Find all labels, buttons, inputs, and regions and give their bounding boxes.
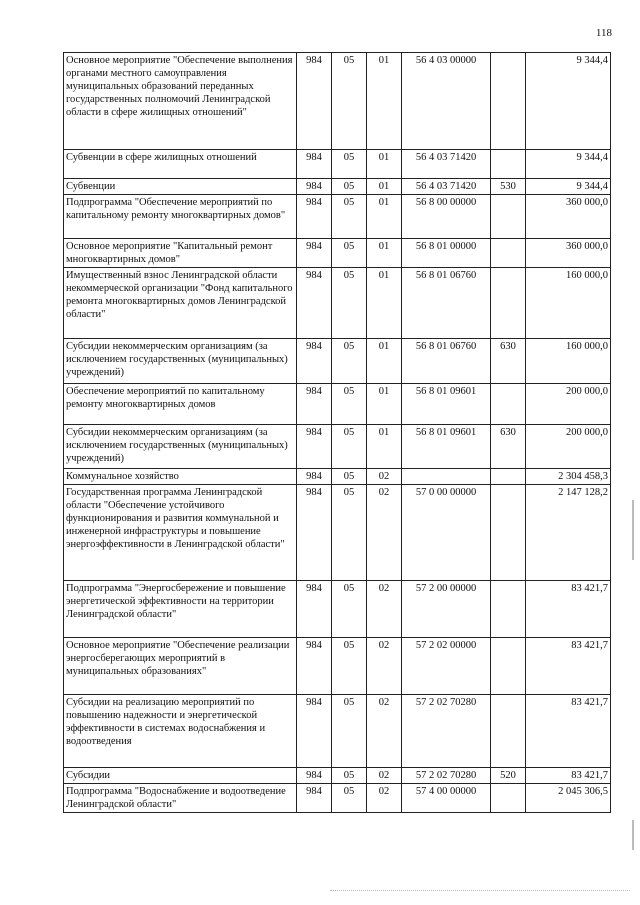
row-gr-cell: 984 [297, 425, 332, 469]
table-row [64, 179, 611, 195]
row-sum-cell: 9 344,4 [526, 53, 611, 150]
row-pr-cell: 01 [367, 239, 402, 268]
row-name-cell: Имущественный взнос Ленинградской области некоммерческой организации "Фонд капитального ремонта многоквартирных домов Ленинградской области" [64, 268, 297, 339]
row-pr-cell: 01 [367, 384, 402, 425]
row-vr-cell [491, 268, 526, 339]
row-pr-cell: 02 [367, 638, 402, 695]
row-name-cell: Субсидии [64, 768, 297, 784]
row-article-cell: 56 4 03 71420 [402, 150, 491, 179]
row-sum-cell: 360 000,0 [526, 195, 611, 239]
row-article-cell [402, 469, 491, 485]
row-sum-cell: 2 304 458,3 [526, 469, 611, 485]
table-row [64, 695, 611, 768]
row-sum-cell: 83 421,7 [526, 695, 611, 768]
row-vr-cell: 630 [491, 425, 526, 469]
row-rz-cell: 05 [332, 638, 367, 695]
scan-edge-mark [632, 820, 634, 850]
row-sum-cell: 200 000,0 [526, 384, 611, 425]
row-article-cell: 56 8 01 09601 [402, 425, 491, 469]
row-sum-cell: 9 344,4 [526, 150, 611, 179]
row-vr-cell [491, 485, 526, 581]
row-name-cell: Основное мероприятие "Капитальный ремонт многоквартирных домов" [64, 239, 297, 268]
row-rz-cell: 05 [332, 485, 367, 581]
row-article-cell: 56 8 01 09601 [402, 384, 491, 425]
row-rz-cell: 05 [332, 469, 367, 485]
row-rz-cell: 05 [332, 179, 367, 195]
table-row [64, 339, 611, 384]
row-name-cell: Подпрограмма "Водоснабжение и водоотведение Ленинградской области" [64, 784, 297, 813]
row-rz-cell: 05 [332, 53, 367, 150]
row-name-cell: Государственная программа Ленинградской области "Обеспечение устойчивого функционирования и развития коммунальной и инженерной инфраструктуры и повышение энергоэффективности в Ленинградской области" [64, 485, 297, 581]
table-row [64, 485, 611, 581]
row-gr-cell: 984 [297, 469, 332, 485]
row-vr-cell [491, 53, 526, 150]
scan-edge-mark [632, 500, 634, 560]
row-sum-cell: 2 045 306,5 [526, 784, 611, 813]
table-row [64, 784, 611, 813]
row-gr-cell: 984 [297, 384, 332, 425]
row-gr-cell: 984 [297, 581, 332, 638]
row-gr-cell: 984 [297, 150, 332, 179]
row-name-cell: Основное мероприятие "Обеспечение реализации энергосберегающих мероприятий в муниципальных образованиях" [64, 638, 297, 695]
row-article-cell: 56 8 01 06760 [402, 339, 491, 384]
row-name-cell: Обеспечение мероприятий по капитальному ремонту многоквартирных домов [64, 384, 297, 425]
row-pr-cell: 02 [367, 469, 402, 485]
row-name-cell: Подпрограмма "Энергосбережение и повышение энергетической эффективности на территории Ленинградской области" [64, 581, 297, 638]
row-pr-cell: 02 [367, 695, 402, 768]
row-pr-cell: 01 [367, 268, 402, 339]
row-name-cell: Коммунальное хозяйство [64, 469, 297, 485]
row-article-cell: 57 2 02 70280 [402, 768, 491, 784]
table-row [64, 239, 611, 268]
row-sum-cell: 83 421,7 [526, 768, 611, 784]
row-name-cell: Основное мероприятие "Обеспечение выполнения органами местного самоуправления муниципальных образований переданных государственных полномочий Ленинградской области в сфере жилищных отношений" [64, 53, 297, 150]
table-row [64, 581, 611, 638]
table-row [64, 384, 611, 425]
row-pr-cell: 01 [367, 339, 402, 384]
table-row [64, 425, 611, 469]
row-name-cell: Субвенции в сфере жилищных отношений [64, 150, 297, 179]
row-article-cell: 57 2 02 00000 [402, 638, 491, 695]
row-rz-cell: 05 [332, 339, 367, 384]
row-vr-cell [491, 695, 526, 768]
row-sum-cell: 83 421,7 [526, 581, 611, 638]
table-row [64, 268, 611, 339]
row-article-cell: 56 8 01 06760 [402, 268, 491, 339]
row-sum-cell: 83 421,7 [526, 638, 611, 695]
row-pr-cell: 01 [367, 179, 402, 195]
row-name-cell: Субвенции [64, 179, 297, 195]
table-row [64, 195, 611, 239]
table-row [64, 768, 611, 784]
row-vr-cell [491, 150, 526, 179]
row-pr-cell: 02 [367, 784, 402, 813]
row-pr-cell: 02 [367, 485, 402, 581]
row-article-cell: 56 4 03 71420 [402, 179, 491, 195]
table-row [64, 53, 611, 150]
row-sum-cell: 9 344,4 [526, 179, 611, 195]
row-article-cell: 57 0 00 00000 [402, 485, 491, 581]
row-gr-cell: 984 [297, 239, 332, 268]
row-pr-cell: 01 [367, 195, 402, 239]
budget-table-body [64, 53, 611, 813]
row-gr-cell: 984 [297, 195, 332, 239]
table-row [64, 150, 611, 179]
row-sum-cell: 160 000,0 [526, 268, 611, 339]
row-gr-cell: 984 [297, 268, 332, 339]
row-article-cell: 56 8 00 00000 [402, 195, 491, 239]
row-gr-cell: 984 [297, 768, 332, 784]
row-gr-cell: 984 [297, 695, 332, 768]
row-pr-cell: 01 [367, 425, 402, 469]
budget-table [63, 52, 611, 813]
row-sum-cell: 160 000,0 [526, 339, 611, 384]
row-article-cell: 57 2 00 00000 [402, 581, 491, 638]
row-vr-cell [491, 195, 526, 239]
row-pr-cell: 02 [367, 581, 402, 638]
row-rz-cell: 05 [332, 195, 367, 239]
row-vr-cell [491, 469, 526, 485]
row-name-cell: Субсидии на реализацию мероприятий по повышению надежности и энергетической эффективности в системах водоснабжения и водоотведения [64, 695, 297, 768]
row-vr-cell: 630 [491, 339, 526, 384]
row-rz-cell: 05 [332, 581, 367, 638]
row-sum-cell: 200 000,0 [526, 425, 611, 469]
table-row [64, 469, 611, 485]
row-vr-cell: 530 [491, 179, 526, 195]
row-pr-cell: 02 [367, 768, 402, 784]
row-name-cell: Субсидии некоммерческим организациям (за исключением государственных (муниципальных) учреждений) [64, 339, 297, 384]
row-vr-cell [491, 239, 526, 268]
row-sum-cell: 360 000,0 [526, 239, 611, 268]
row-rz-cell: 05 [332, 268, 367, 339]
row-article-cell: 56 4 03 00000 [402, 53, 491, 150]
row-rz-cell: 05 [332, 150, 367, 179]
row-gr-cell: 984 [297, 339, 332, 384]
row-gr-cell: 984 [297, 784, 332, 813]
row-pr-cell: 01 [367, 53, 402, 150]
row-rz-cell: 05 [332, 425, 367, 469]
row-vr-cell: 520 [491, 768, 526, 784]
row-article-cell: 57 2 02 70280 [402, 695, 491, 768]
row-rz-cell: 05 [332, 384, 367, 425]
row-vr-cell [491, 384, 526, 425]
row-rz-cell: 05 [332, 239, 367, 268]
row-gr-cell: 984 [297, 53, 332, 150]
row-name-cell: Подпрограмма "Обеспечение мероприятий по капитальному ремонту многоквартирных домов" [64, 195, 297, 239]
row-gr-cell: 984 [297, 179, 332, 195]
row-rz-cell: 05 [332, 768, 367, 784]
row-vr-cell [491, 581, 526, 638]
row-gr-cell: 984 [297, 638, 332, 695]
row-article-cell: 57 4 00 00000 [402, 784, 491, 813]
row-sum-cell: 2 147 128,2 [526, 485, 611, 581]
row-pr-cell: 01 [367, 150, 402, 179]
row-rz-cell: 05 [332, 695, 367, 768]
row-article-cell: 56 8 01 00000 [402, 239, 491, 268]
row-rz-cell: 05 [332, 784, 367, 813]
row-gr-cell: 984 [297, 485, 332, 581]
page-number: 118 [595, 27, 612, 39]
row-vr-cell [491, 638, 526, 695]
row-name-cell: Субсидии некоммерческим организациям (за исключением государственных (муниципальных) учреждений) [64, 425, 297, 469]
scan-artifact [330, 890, 630, 893]
table-row [64, 638, 611, 695]
row-vr-cell [491, 784, 526, 813]
